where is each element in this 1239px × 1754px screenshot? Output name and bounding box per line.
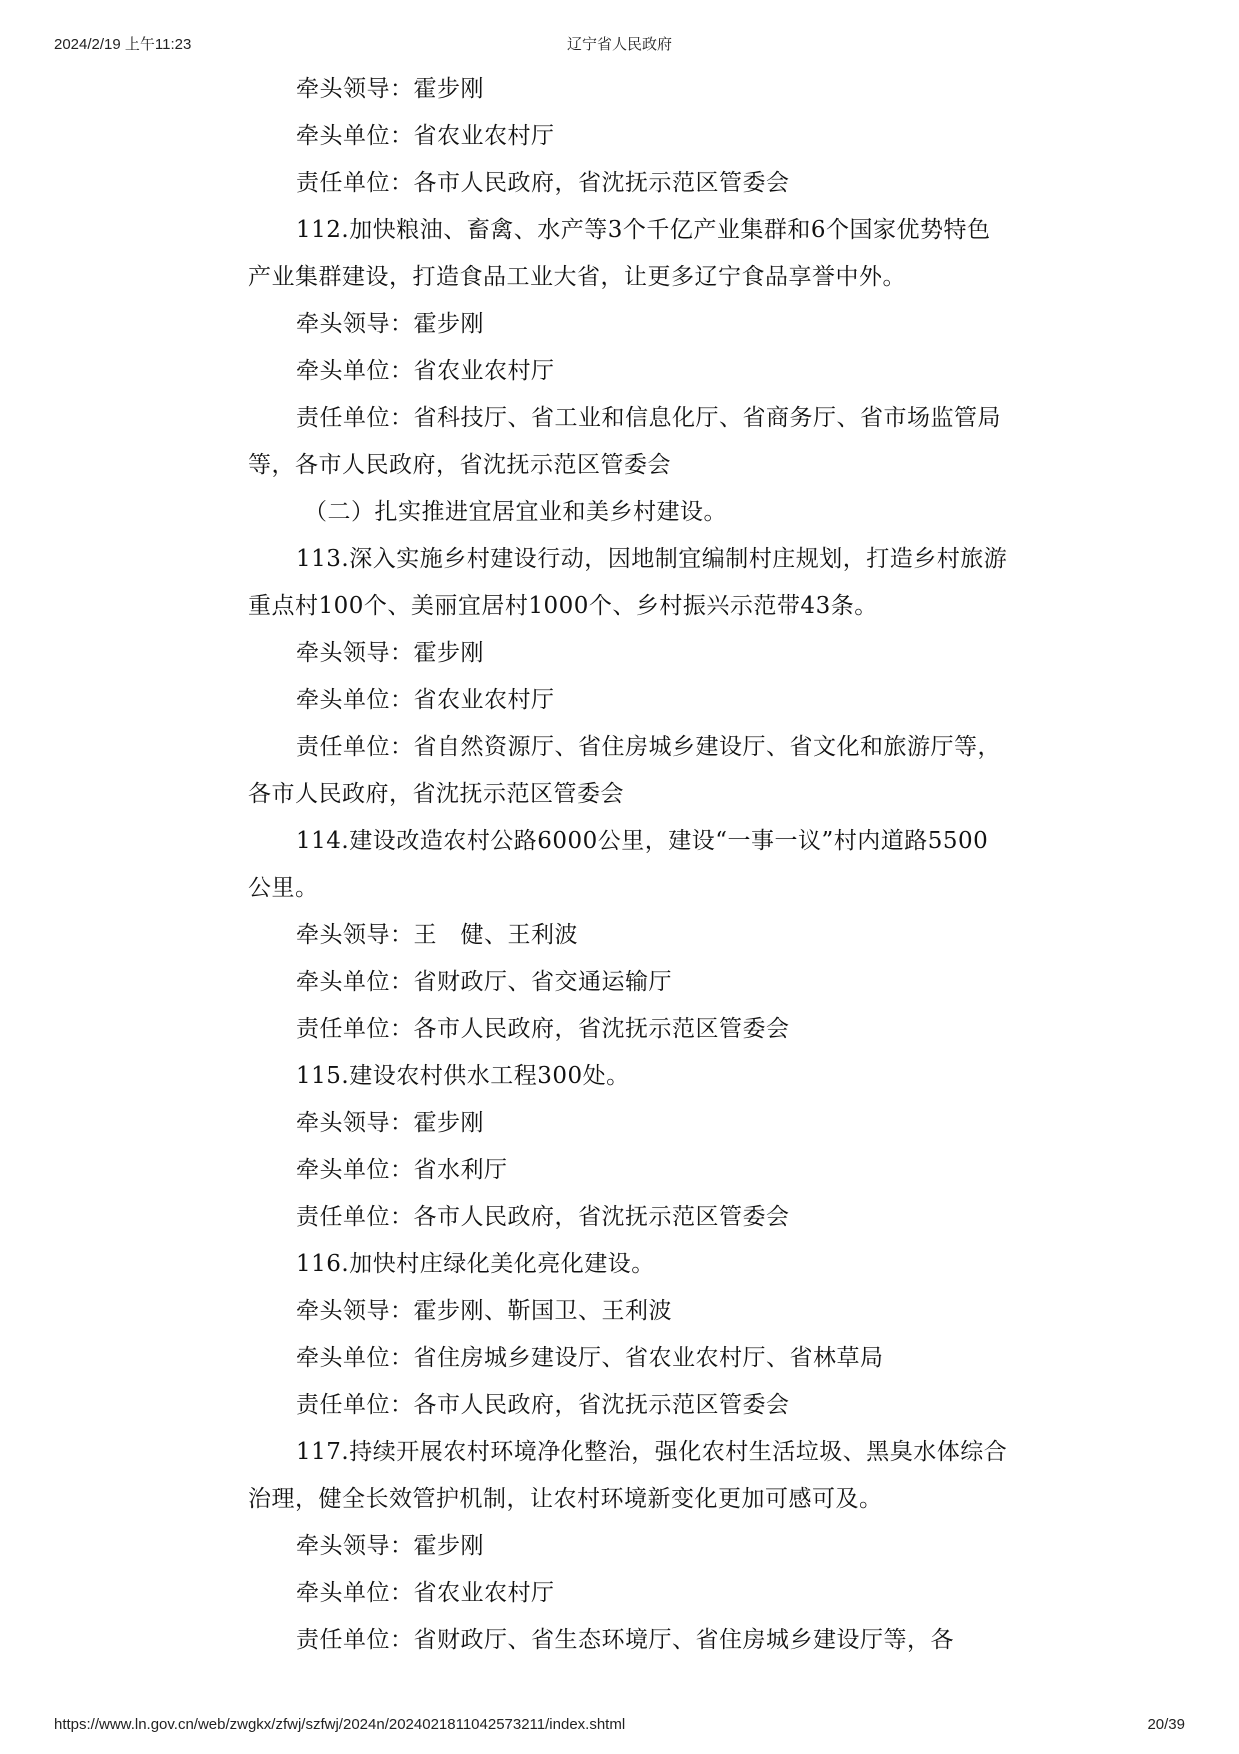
lead-unit-line: 牵头单位：省农业农村厅: [296, 1580, 555, 1606]
responsible-units-line: 责任单位：省自然资源厅、省住房城乡建设厅、省文化和旅游厅等，各市人民政府，省沈抚示范区管委会: [248, 734, 1001, 807]
item-115: 115.建设农村供水工程300处。: [296, 1063, 630, 1089]
responsible-units-line: 责任单位：省财政厅、省生态环境厅、省住房城乡建设厅等，各: [296, 1627, 954, 1653]
print-header: [0, 33, 1239, 53]
item-117: 117.持续开展农村环境净化整治，强化农村生活垃圾、黑臭水体综合治理，健全长效管护机制，让农村环境新变化更加可感可及。: [248, 1439, 1008, 1512]
responsible-units-line: 责任单位：各市人民政府，省沈抚示范区管委会: [296, 1016, 790, 1042]
lead-unit-line: 牵头单位：省财政厅、省交通运输厅: [296, 969, 672, 995]
lead-unit-line: 牵头单位：省农业农村厅: [296, 687, 555, 713]
page-number: 20/39: [1147, 1716, 1185, 1733]
lead-leader-line: 牵头领导：霍步刚: [296, 311, 484, 337]
lead-unit-line: 牵头单位：省农业农村厅: [296, 358, 555, 384]
lead-leader-line: 牵头领导：霍步刚: [296, 76, 484, 102]
lead-leader-line: 牵头领导：霍步刚: [296, 640, 484, 666]
document-body: [248, 66, 1008, 1664]
page-url: https://www.ln.gov.cn/web/zwgkx/zfwj/szfwj/2024n/2024021811042573211/index.shtml: [54, 1716, 626, 1733]
item-116: 116.加快村庄绿化美化亮化建设。: [296, 1251, 655, 1277]
lead-leader-line: 牵头领导：霍步刚、靳国卫、王利波: [296, 1298, 672, 1324]
section-heading: （二）扎实推进宜居宜业和美乡村建设。: [304, 499, 727, 525]
site-title: 辽宁省人民政府: [566, 36, 672, 53]
lead-unit-line: 牵头单位：省水利厅: [296, 1157, 508, 1183]
item-112: 112.加快粮油、畜禽、水产等3个千亿产业集群和6个国家优势特色产业集群建设，打造食品工业大省，让更多辽宁食品享誉中外。: [248, 217, 991, 290]
print-datetime: 2024/2/19 上午11:23: [54, 36, 192, 53]
responsible-units-line: 责任单位：各市人民政府，省沈抚示范区管委会: [296, 1392, 790, 1418]
lead-leader-line: 牵头领导：霍步刚: [296, 1533, 484, 1559]
item-113: 113.深入实施乡村建设行动，因地制宜编制村庄规划，打造乡村旅游重点村100个、美丽宜居村1000个、乡村振兴示范带43条。: [248, 546, 1008, 619]
responsible-units-line: 责任单位：各市人民政府，省沈抚示范区管委会: [296, 1204, 790, 1230]
item-114: 114.建设改造农村公路6000公里，建设“一事一议”村内道路5500公里。: [248, 828, 989, 901]
responsible-units-line: 责任单位：省科技厅、省工业和信息化厅、省商务厅、省市场监管局等，各市人民政府，省沈抚示范区管委会: [248, 405, 1001, 478]
responsible-units-line: 责任单位：各市人民政府，省沈抚示范区管委会: [296, 170, 790, 196]
print-footer: [0, 1716, 1239, 1736]
lead-leader-line: 牵头领导：霍步刚: [296, 1110, 484, 1136]
lead-unit-line: 牵头单位：省农业农村厅: [296, 123, 555, 149]
lead-unit-line: 牵头单位：省住房城乡建设厅、省农业农村厅、省林草局: [296, 1345, 884, 1371]
lead-leader-line: 牵头领导：王 健、王利波: [296, 922, 578, 948]
